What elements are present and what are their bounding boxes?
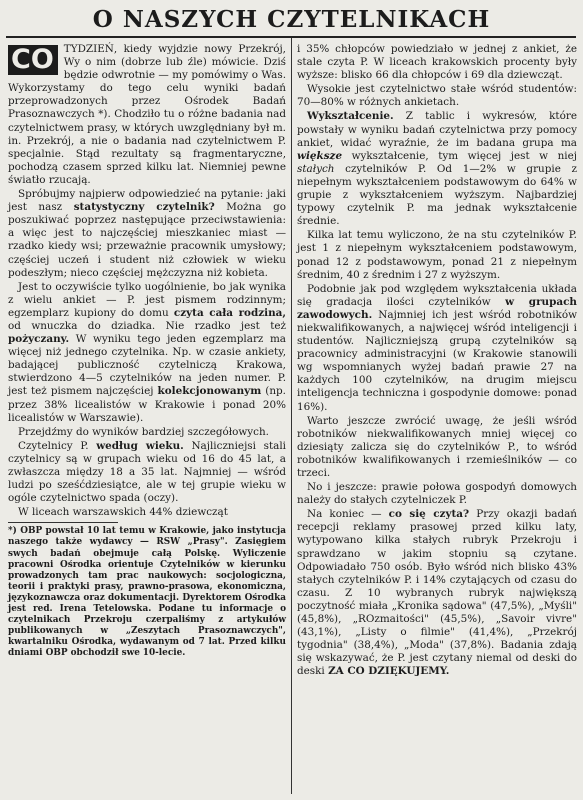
right-column [297,43,577,680]
paragraph-statistical-reader: Spróbujmy najpierw odpowiedzieć na pytanie: jaki jest nasz statystyczny czytelnik? Można go poszukiwać poprzez następujące przeciwstawienia: a więc jest to najczęściej mieszkaniec miast — rzadko kiedy wsi; przeważnie pracownik umysłowy; częściej uczeń i student niż człowiek w wieku podeszłym; nieco częściej mężczyzna niż kobieta. [8,188,286,279]
paragraph-details-intro: Przejdźmy do wyników bardziej szczegółowych. [18,425,269,438]
column-divider [291,38,292,794]
paragraph-students: Wysokie jest czytelnictwo stałe wśród studentów: 70—80% w różnych ankietach. [297,83,577,109]
paragraph-by-age: Czytelnicy P. według wieku. Najliczniejsi stali czytelnicy są w grupach wieku od 16 do 45 lat, a zwłaszcza między 18 a 35 lat. Najmniej — wśród ludzi po sześćdziesiątce, ale w tej grupie wieku w ogóle czytelnictwo spada (oczy). [8,439,286,505]
footnote: *) OBP powstał 10 lat temu w Krakowie, jako instytucja naszego także wydawcy — RSW „Prasy". Zasięgiem swych badań obejmuje całą Polskę. Wyliczenie pracowni Ośrodka orientuje Czytelników w kierunku prowadzonych tam prac naukowych: socjologiczna, teorii i praktyki prasy, prawno-prasowa, ekonomiczna, językoznawcza oraz dokumentacji. Dyrektorem Ośrodka jest red. Irena Tetelowska. Podane tu informacje o czytelnikach Przekroju czerpaliśmy z artykułów publikowanych w „Zeszytach Prasoznawczych", kwartalniku Ośrodka, wydawanym od 7 lat. Przed kilku dniami OBP obchodził swe 10-lecie. [8,526,286,659]
heading-education: Wykształcenie. [307,110,394,123]
paragraph-hundred-readers: Kilka lat temu wyliczono, że na stu czytelników P. jest 1 z niepełnym wykształceniem podstawowym, ponad 12 z podstawowym, ponad 21 z niepełnym średnim, 40 z średnim i 27 z wyższym. [297,229,577,281]
emphasis-collected: kolekcjonowanym [157,385,262,398]
paragraph-warsaw-licea: W liceach warszawskich 44% dziewcząt [18,506,228,519]
emphasis-family-reads: czyta cała rodzina, [173,306,286,319]
paragraph-education: Wykształcenie. Z tablic i wykresów, które powstały w wyniku badań czytelnictwa przy pomocy ankiet, widać wyraźnie, że im badana grupa ma większe wykształcenie, tym więcej jest w niej stałych czytelników P. Od 1—2% w grupie z niepełnym wykształceniem podstawowym do 64% w grupie z wykształceniem wyższym. Najbardziej typowy czytelnik P. ma jednak wykształcenie średnie. [297,110,577,228]
paragraph-family-magazine: Jest to oczywiście tylko uogólnienie, bo jak wynika z wielu ankiet — P. jest pismem rodzinnym; egzemplarz kupiony do domu czyta cała rodzina, od wnuczka do dziadka. Nie rzadko jest też pożyczany. W wyniku tego jeden egzemplarz ma więcej niż jednego czytelnika. Np. w czasie ankiety, badającej publiczność czytelniczą Krakowa, stwierdzono 4—5 czytelników na jeden numer. P. jest też pismem najczęściej kolekcjonowanym (np. przez 38% licealistów w Krakowie i ponad 20% licealistów w Warszawie). [8,280,286,424]
left-column [8,43,286,661]
paragraph-licea-continued: i 35% chłopców powiedziało w jednej z ankiet, że stale czyta P. W liceach krakowskich procenty były wyższe: blisko 66 dla chłopców i 69 dla dziewcząt. [297,43,577,82]
closing-thanks: ZA CO DZIĘKUJEMY. [328,665,450,678]
page-title: O NASZYCH CZYTELNIKACH [92,6,491,33]
emphasis-regular: stałych [297,162,335,175]
intro-paragraph: CO TYDZIEŃ, kiedy wyjdzie nowy Przekrój, Wy o nim (dobrze lub źle) mówicie. Dziś będzie odwrotnie — my pomówimy o Was. Wykorzystamy do tego celu wyniki badań przeprowadzonych przez Ośrodek Badań Prasoznawczych *). Chodziło tu o różne badania nad czytelnictwem prasy, w których uwzględniany był m. in. Przekrój, a nie o badania nad czytelnictwem P. specjalnie. Stąd rezultaty są fragmentaryczne, pochodzą czasem sprzed kilku lat. Niemniej pewne światło rzucają. [8,43,286,186]
emphasis-bigger: większe [297,149,343,162]
paragraph-housewives: No i jeszcze: prawie połowa gospodyń domowych należy do stałych czytelniczek P. [297,481,577,507]
emphasis-statistical-reader: statystyczny czytelnik? [73,201,215,214]
emphasis-what-is-read: co się czyta? [388,508,470,521]
footnote-rule [8,522,118,523]
paragraph-professions: Podobnie jak pod względem wykształcenia układa się gradacja ilości czytelników w grupach zawodowych. Najmniej ich jest wśród robotników niekwalifikowanych, a najwięcej wśród inteligencji i studentów. Najliczniejszą grupą czytelników są pracownicy administracyjni (w Krakowie stanowili wg wspomnianych wyżej badań prawie 27 na każdych 100 czytelników, na drugim miejscu inteligencja techniczna i gospodynie domowe: ponad 16%). [297,282,577,413]
drop-cap: CO [8,45,58,75]
paragraph-what-is-read: Na koniec — co się czyta? Przy okazji badań recepcji reklamy prasowej przed kilku laty, wytypowano kilka stałych rubryk Przekroju i sprawdzano w jakim stopniu są czytane. Odpowiadało 750 osób. Było wśród nich blisko 43% stałych czytelników P. i 14% czytających od czasu do czasu. Z 10 wybranych rubryk największą poczytność miała „Kronika sądowa" (47,5%), „Myśli" (45,8%), „ROzmaitości" (45,5%), „Savoir vivre" (43,1%), „Listy o filmie" (41,4%), „Przekrój tygodnia" (38,4%), „Moda" (37,8%). Badania zdają się wskazywać, że P. jest czytany niemal od deski do deski ZA CO DZIĘKUJEMY. [297,508,577,678]
emphasis-by-age: według wieku. [96,439,184,452]
emphasis-borrowed: pożyczany. [8,333,70,346]
emphasis-professional-groups: w grupach zawodowych. [297,295,577,321]
paragraph-workers: Warto jeszcze zwrócić uwagę, że jeśli wśród robotników niekwalifikowanych mniej więcej co dziesiąty zalicza się do czytelników P., to wśród robotników kwalifikowanych i rzemieślników — co trzeci. [297,414,577,479]
